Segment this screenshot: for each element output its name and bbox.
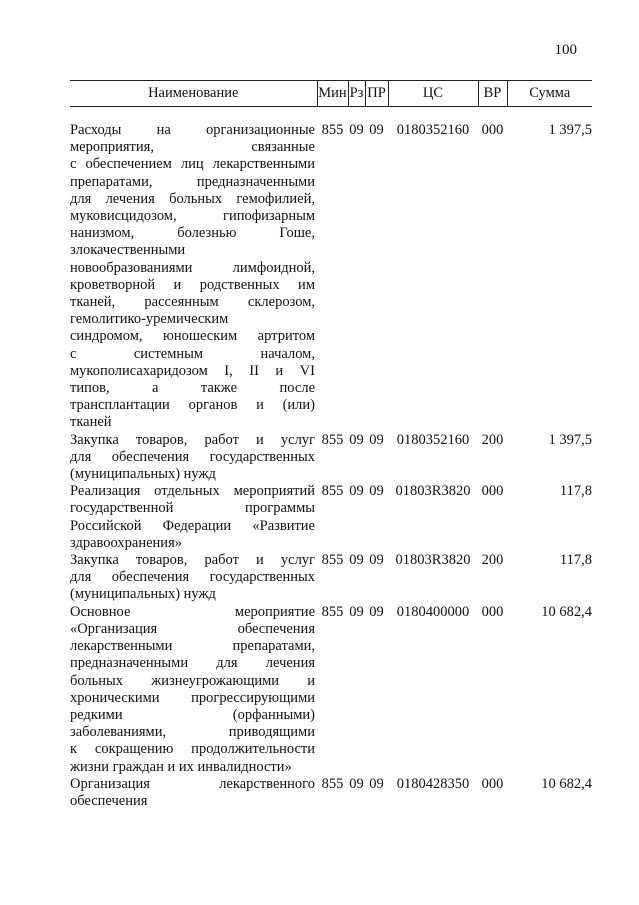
row-name-line: предназначенными для лечения	[70, 655, 315, 672]
row-name-line: Реализация отдельных мероприятий	[70, 483, 315, 500]
row-name	[70, 122, 317, 432]
row-name-line: тканей, рассеянным склерозом,	[70, 294, 315, 311]
row-rz: 09	[349, 603, 364, 620]
header-pr: ПР	[365, 81, 388, 107]
row-name-line: жизни граждан и их инвалидности»	[70, 758, 292, 775]
row-name	[70, 432, 317, 484]
row-rz: 09	[349, 122, 364, 138]
row-name-line: с системным началом,	[70, 345, 315, 362]
row-name-line: к сокращению продолжительности	[70, 741, 315, 758]
row-name-line: хроническими прогрессирующими	[70, 689, 315, 706]
row-name-line: препаратами, предназначенными	[70, 173, 315, 190]
row-sum: 1 397,5	[548, 431, 592, 448]
row-cs: 01803R3820	[395, 552, 471, 569]
table-row	[70, 122, 592, 432]
row-sum: 1 397,5	[548, 122, 592, 138]
row-name-line: Организация лекарственного	[70, 775, 315, 792]
row-name-line: мукополисахаридозом I, II и VI	[70, 362, 315, 379]
row-name-line: «Организация обеспечения	[70, 620, 315, 637]
row-pr: 09	[369, 483, 384, 500]
row-min: 855	[321, 603, 344, 620]
table-row	[70, 604, 592, 776]
header-rz: Рз	[348, 81, 365, 107]
row-sum: 10 682,4	[541, 775, 592, 792]
row-pr: 09	[369, 603, 384, 620]
row-vr: 200	[481, 552, 504, 569]
budget-table	[70, 80, 592, 810]
row-name-line: трансплантации органов и (или)	[70, 397, 315, 414]
header-cs: ЦС	[388, 81, 478, 107]
row-rz: 09	[349, 431, 364, 448]
row-min: 855	[321, 122, 344, 138]
row-name-line: здравоохранения»	[70, 534, 182, 551]
row-name	[70, 776, 317, 810]
row-name-line: синдромом, юношеским артритом	[70, 328, 315, 345]
row-pr: 09	[369, 431, 384, 448]
row-name-line: муковисцидозом, гипофизарным	[70, 208, 315, 225]
row-name	[70, 604, 317, 776]
row-name-line: (муниципальных) нужд	[70, 586, 216, 603]
row-pr: 09	[369, 775, 384, 792]
row-cs: 0180428350	[396, 775, 470, 792]
row-name-line: Основное мероприятие	[70, 603, 315, 620]
page-number: 100	[554, 42, 577, 58]
row-name-line: (муниципальных) нужд	[70, 466, 216, 483]
row-name-line: Расходы на организационные	[70, 122, 315, 138]
row-cs: 0180352160	[396, 431, 470, 448]
row-name-line: нанизмом, болезнью Гоше,	[70, 225, 315, 242]
table-row	[70, 432, 592, 484]
row-pr: 09	[369, 552, 384, 569]
row-name-line: государственной программы	[70, 500, 315, 517]
header-min: Мин	[317, 81, 348, 107]
row-rz: 09	[349, 775, 364, 792]
row-vr: 200	[481, 431, 504, 448]
table-row	[70, 483, 592, 552]
row-name-line: с обеспечением лиц лекарственными	[70, 156, 315, 173]
row-name-line: для обеспечения государственных	[70, 448, 315, 465]
row-name-line: новообразованиями лимфоидной,	[70, 259, 315, 276]
row-cs: 0180400000	[396, 603, 470, 620]
header-name: Наименование	[70, 81, 317, 107]
row-min: 855	[321, 552, 344, 569]
row-name-line: тканей	[70, 414, 112, 431]
row-name-line: гемолитико-уремическим	[70, 311, 229, 328]
row-rz: 09	[349, 483, 364, 500]
row-name-line: Закупка товаров, работ и услуг	[70, 431, 315, 448]
row-name-line: мероприятия, связанные	[70, 139, 315, 156]
table-row	[70, 776, 592, 810]
row-name-line: Закупка товаров, работ и услуг	[70, 552, 315, 569]
row-name-line: типов, а также после	[70, 380, 315, 397]
row-min: 855	[321, 431, 344, 448]
row-name-line: Российской Федерации «Развитие	[70, 517, 315, 534]
row-name-line: заболеваниями, приводящими	[70, 724, 315, 741]
row-name-line: злокачественными	[70, 242, 186, 259]
header-vr: ВР	[478, 81, 507, 107]
row-sum: 10 682,4	[541, 603, 592, 620]
row-min: 855	[321, 775, 344, 792]
row-name-line: лекарственными препаратами,	[70, 638, 315, 655]
table-header	[70, 81, 592, 107]
row-min: 855	[321, 483, 344, 500]
row-name-line: кроветворной и родственных им	[70, 276, 315, 293]
row-name-line: больных жизнеугрожающими и	[70, 672, 315, 689]
row-vr: 000	[481, 483, 504, 500]
table-row	[70, 552, 592, 604]
row-vr: 000	[481, 122, 504, 138]
row-sum: 117,8	[559, 552, 592, 569]
row-vr: 000	[481, 775, 504, 792]
row-cs: 01803R3820	[395, 483, 471, 500]
row-vr: 000	[481, 603, 504, 620]
row-pr: 09	[369, 122, 384, 138]
table-body	[70, 107, 592, 811]
header-sum: Сумма	[507, 81, 592, 107]
row-name-line: редкими (орфанными)	[70, 706, 315, 723]
row-name-line: обеспечения	[70, 792, 148, 809]
row-cs: 0180352160	[396, 122, 470, 138]
row-name	[70, 552, 317, 604]
row-name	[70, 483, 317, 552]
row-name-line: для обеспечения государственных	[70, 569, 315, 586]
row-sum: 117,8	[559, 483, 592, 500]
row-rz: 09	[349, 552, 364, 569]
row-name-line: для лечения больных гемофилией,	[70, 190, 315, 207]
